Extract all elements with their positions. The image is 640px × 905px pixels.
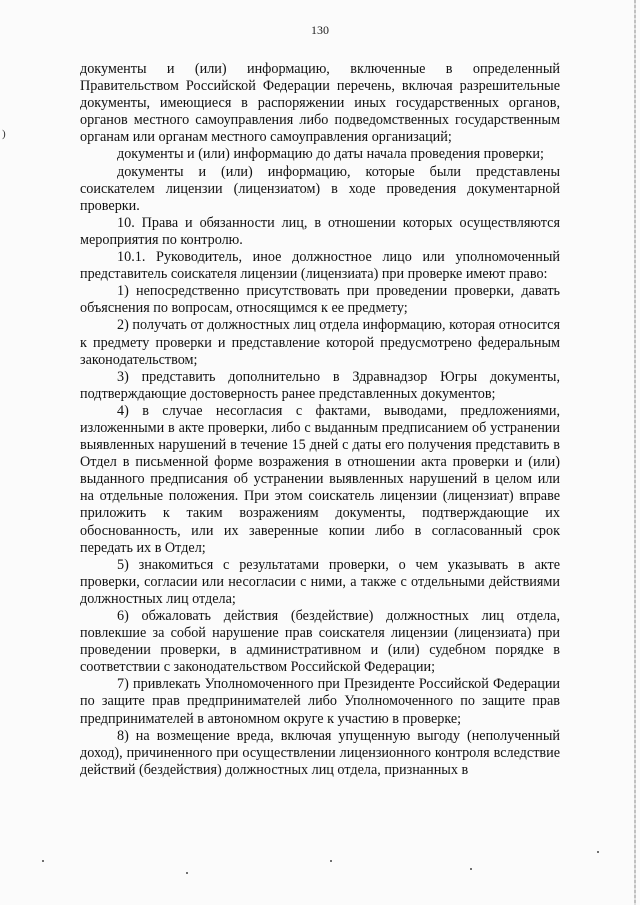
- scan-speck: [186, 872, 188, 874]
- paragraph: 7) привлекать Уполномоченного при Президенте Российской Федерации по защите прав предпринимателей либо Уполномоченного по защите прав предпринимателей в автономном округе к участию в проверке;: [80, 676, 560, 727]
- paragraph: документы и (или) информацию до даты начала проведения проверки;: [117, 146, 544, 163]
- scan-speck: [597, 851, 599, 853]
- paragraph: 5) знакомиться с результатами проверки, о чем указывать в акте проверки, согласии или несогласии с ними, а также с отдельными действиями должностных лиц отдела;: [80, 556, 560, 607]
- scan-speck: [42, 860, 44, 862]
- paragraph: 6) обжаловать действия (бездействие) должностных лиц отдела, повлекшие за собой нарушение прав соискателя лицензии (лицензиата) при проведении проверки, в административном и (или) судебном порядке в соответствии с законодательством Российской Федерации;: [80, 608, 560, 676]
- page-number: 130: [311, 23, 329, 37]
- paragraph: 1) непосредственно присутствовать при проведении проверки, давать объяснения по вопросам, относящимся к ее предмету;: [80, 283, 560, 317]
- paragraph: документы и (или) информацию, включенные в определенный Правительством Российской Федерации перечень, включая разрешительные документы, имеющиеся в распоряжении иных государственных органов, органов местного самоуправления либо подведомственных государственным органам или органам местного самоуправления организаций;: [80, 61, 560, 146]
- scan-speck: [330, 860, 332, 862]
- paragraph: 10.1. Руководитель, иное должностное лицо или уполномоченный представитель соискателя лицензии (лицензиата) при проверке имеют право:: [80, 249, 560, 283]
- paragraph: 10. Права и обязанности лиц, в отношении которых осуществляются мероприятия по контролю.: [80, 214, 560, 248]
- margin-mark: ): [2, 128, 6, 140]
- page-edge-scan-artifact: [634, 0, 636, 905]
- paragraph: 8) на возмещение вреда, включая упущенную выгоду (неполученный доход), причиненного при осуществлении лицензионного контроля вследствие действий (бездействия) должностных лиц отдела, признанных в: [80, 727, 560, 778]
- paragraph: 4) в случае несогласия с фактами, выводами, предложениями, изложенными в акте проверки, либо с выданным предписанием об устранении выявленных нарушений в течение 15 дней с даты его получения представить в Отдел в письменной форме возражения в отношении акта проверки и (или) выданного предписания об устранении выявленных нарушений в целом или на отдельные положения. При этом соискатель лицензии (лицензиат) вправе приложить к таким возражениям документы, подтверждающие их обоснованность, или их заверенные копии либо в согласованный срок передать их в Отдел;: [80, 402, 560, 556]
- scan-speck: [470, 868, 472, 870]
- document-body: [80, 61, 560, 779]
- paragraph: 2) получать от должностных лиц отдела информацию, которая относится к предмету проверки и представление которой предусмотрено федеральным законодательством;: [80, 317, 560, 368]
- paragraph: 3) представить дополнительно в Здравнадзор Югры документы, подтверждающие достоверность ранее представленных документов;: [80, 368, 560, 402]
- paragraph: документы и (или) информацию, которые были представлены соискателем лицензии (лицензиатом) в ходе проведения документарной проверки.: [80, 163, 560, 214]
